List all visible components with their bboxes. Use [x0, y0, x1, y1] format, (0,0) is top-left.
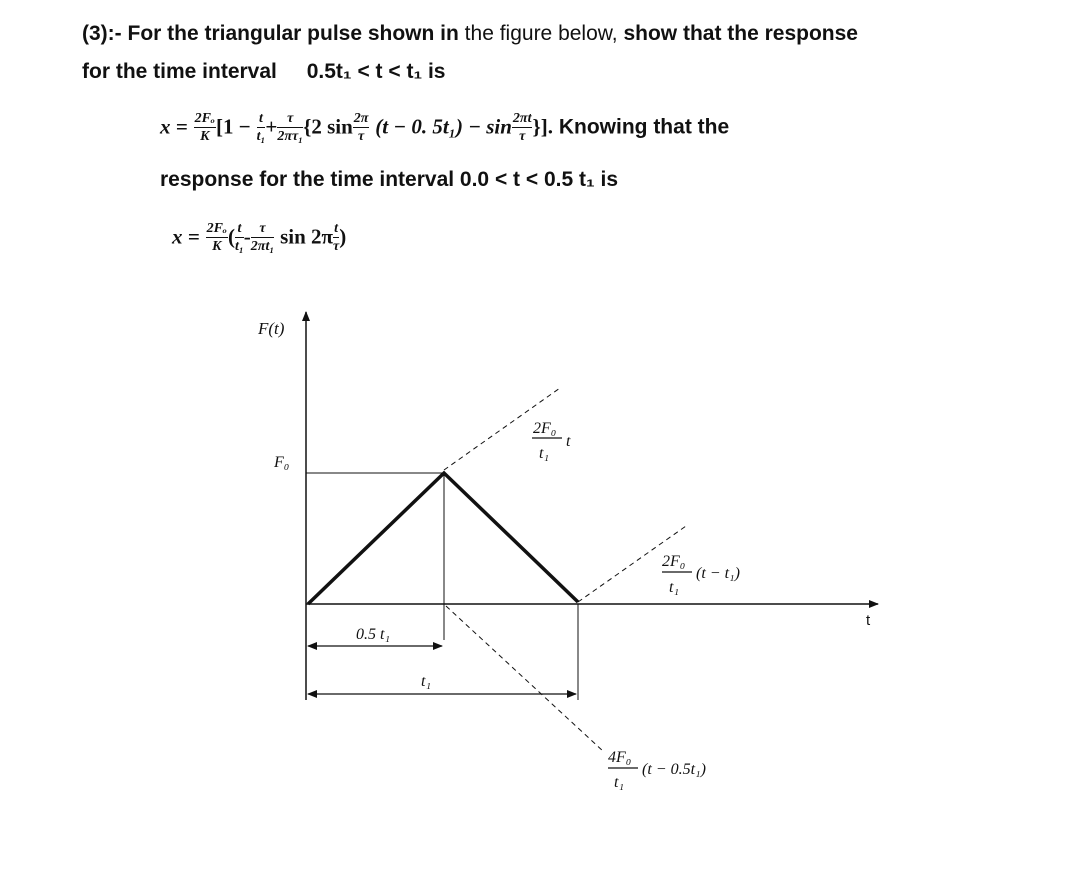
problem-line-4: response for the time interval 0.0 < t < 0.5 t₁ is	[160, 168, 619, 191]
eq2-sin: sin 2π	[280, 224, 334, 249]
eq1-paren: (t − 0. 5t₁) − sin	[375, 114, 512, 139]
eq2-open: (	[228, 224, 236, 249]
eq1-open: [1 −	[216, 114, 251, 139]
neg-expr: (t − 0.5t₁)	[642, 761, 706, 778]
y-axis-label: F(t)	[258, 319, 285, 338]
fall-expr: (t − t₁)	[696, 565, 740, 582]
triangular-pulse	[308, 473, 578, 604]
eq1-frac-2pit-tau: $\frac{2\pi t}{\tau}$	[512, 111, 532, 144]
dim-half-label: 0.5 t₁	[356, 626, 391, 643]
line1-bold-b: show that the response	[623, 22, 858, 45]
eq2-close: )	[339, 224, 347, 249]
line2-label: for the time interval	[82, 60, 277, 83]
eq1-brace-sin: {2 sin	[303, 114, 353, 139]
line1-normal: the figure below,	[458, 22, 624, 45]
eq1-close: }].	[532, 114, 553, 139]
eq1-frac-2fo-k: $\frac{\text{2Fₒ}}{K}$	[194, 111, 216, 144]
eq1-x: x =	[160, 114, 188, 139]
rise-slope-den: t₁	[539, 445, 550, 462]
line2-condition: 0.5t₁ < t < t₁ is	[306, 60, 446, 83]
rise-slope-num: 2F₀	[533, 420, 557, 437]
dim-full-label: t₁	[421, 673, 432, 690]
x-axis-label: t	[866, 612, 871, 629]
eq1-tail: Knowing that the	[553, 115, 730, 139]
line1-bold-a: (3):- For the triangular pulse shown in	[82, 22, 459, 45]
negative-slope-dashed	[446, 606, 604, 752]
f0-label: F₀	[274, 454, 290, 471]
eq2-frac-t-t1: $\frac{t}{\text{t₁}}$	[235, 221, 244, 254]
eq2-minus: -	[243, 224, 251, 249]
eq2-frac-t-tau: $\frac{t}{\tau}$	[333, 221, 340, 254]
rise-slope-var: t	[566, 433, 571, 450]
eq1-frac-t-t1: $\frac{t}{\text{t₁}}$	[256, 111, 266, 144]
neg-den: t₁	[614, 774, 625, 791]
eq1-frac-tau: $\frac{\tau}{\text{2πτ₁}}$	[277, 111, 304, 144]
eq2-frac-tau: $\frac{\tau}{\text{2πt₁}}$	[250, 221, 275, 254]
eq2-frac-2fo-k: $\frac{\text{2Fₒ}}{K}$	[206, 221, 228, 254]
neg-num: 4F₀	[608, 749, 632, 766]
fall-num: 2F₀	[662, 553, 686, 570]
eq1-frac-2pi-tau: $\frac{2\pi}{\tau}$	[353, 111, 369, 144]
fall-den: t₁	[669, 579, 680, 596]
eq1-plus: +	[265, 114, 278, 139]
eq2-x: x =	[172, 224, 200, 249]
